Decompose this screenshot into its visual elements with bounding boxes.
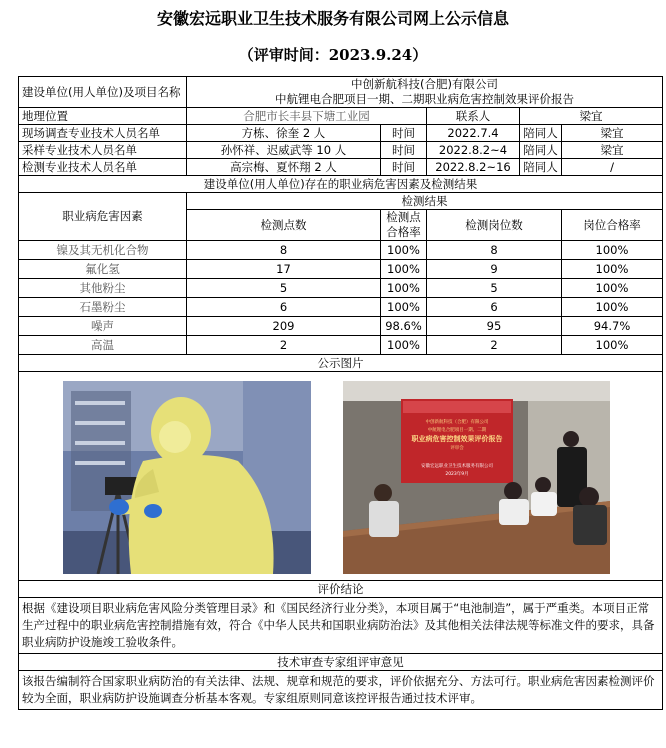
table-row [19,279,663,298]
contact-value: 梁宜 [520,108,663,125]
testing-companion-label: 陪同人 [520,159,562,176]
location-label: 地理位置 [19,108,187,125]
point-rate-value: 100% [381,260,427,279]
site-companion: 梁宜 [562,125,663,142]
point-rate-value: 100% [381,298,427,317]
screen-line2: 中航锂电合肥项目一期、二期 [427,428,487,433]
point-rate-value: 100% [381,279,427,298]
posts-value: 95 [427,317,562,336]
posts-value: 8 [427,241,562,260]
posts-value: 6 [427,298,562,317]
posts-value: 9 [427,260,562,279]
contact-label: 联系人 [427,108,520,125]
post-rate-value: 100% [562,279,663,298]
sampling-value: 孙怀祥、迟威武等 10 人 [187,142,381,159]
photos-cell [19,372,663,581]
project-name: 中航锂电合肥项目一期、二期职业病危害控制效果评价报告 [275,92,574,106]
meeting-scene [343,381,610,574]
points-value: 6 [187,298,381,317]
opinion-section-title: 技术审查专家组评审意见 [19,654,663,671]
table-row [19,336,663,355]
sampling-scene [63,381,311,574]
points-value: 8 [187,241,381,260]
unit-name: 中创新航科技(合肥)有限公司 [351,77,498,91]
sampling-photo [63,381,311,574]
col-post-rate: 岗位合格率 [562,210,663,241]
page-title: 安徽宏远职业卫生技术服务有限公司网上公示信息 [156,9,509,28]
testing-value: 高宗梅、夏怀翔 2 人 [187,159,381,176]
screen-line1: 中创新航科技（合肥）有限公司 [425,420,489,425]
point-rate-value: 100% [381,241,427,260]
points-value: 209 [187,317,381,336]
location-value: 合肥市长丰县下塘工业园 [187,108,427,125]
site-time: 2022.7.4 [427,125,520,142]
post-rate-value: 100% [562,298,663,317]
sampling-label: 采样专业技术人员名单 [19,142,187,159]
factor-name: 氟化氢 [19,260,187,279]
screen-line3: 评审会 [450,446,464,451]
site-label: 现场调查专业技术人员名单 [19,125,187,142]
sampling-companion-label: 陪同人 [520,142,562,159]
post-rate-value: 94.7% [562,317,663,336]
sampling-time-label: 时间 [381,142,427,159]
factor-name: 高温 [19,336,187,355]
col-point-rate: 检测点合格率 [381,210,427,241]
posts-value: 5 [427,279,562,298]
unit-project-cell [187,77,663,108]
screen-footer: 安徽宏远职业卫生技术服务有限公司 [421,464,493,469]
table-row [19,260,663,279]
photos-section-title: 公示图片 [19,355,663,372]
meeting-photo [343,381,610,574]
table-row [19,317,663,336]
testing-time-label: 时间 [381,159,427,176]
factor-header: 职业病危害因素 [19,193,187,241]
testing-time: 2022.8.2~16 [427,159,520,176]
table-row [19,298,663,317]
post-rate-value: 100% [562,241,663,260]
factor-name: 镍及其无机化合物 [19,241,187,260]
review-time: （评审时间：2023.9.24） [238,46,428,64]
table-row [19,241,663,260]
points-value: 5 [187,279,381,298]
sampling-time: 2022.8.2~4 [427,142,520,159]
testing-companion: / [562,159,663,176]
screen-title: 职业病危害控制效果评价报告 [411,435,503,443]
col-points: 检测点数 [187,210,381,241]
points-value: 17 [187,260,381,279]
point-rate-value: 100% [381,336,427,355]
opinion-text: 该报告编制符合国家职业病防治的有关法律、法规、规章和规范的要求，评价依据充分、方法可行。职业病危害因素检测评价较为全面，职业病防护设施调查分析基本客观。专家组原则同意该控评报告通过技术评审。 [19,671,663,710]
post-rate-value: 100% [562,336,663,355]
testing-label: 检测专业技术人员名单 [19,159,187,176]
sampling-companion: 梁宜 [562,142,663,159]
col-posts: 检测岗位数 [427,210,562,241]
posts-value: 2 [427,336,562,355]
conclusion-text: 根据《建设项目职业病危害风险分类管理目录》和《国民经济行业分类》，本项目属于“电池制造”，属于严重类。本项目正常生产过程中的职业病危害控制措施有效，符合《中华人民共和国职业病防治法》及其他相关法律法规等标准文件的要求，具备职业病防护设施竣工验收条件。 [19,598,663,654]
conclusion-section-title: 评价结论 [19,581,663,598]
factor-name: 噪声 [19,317,187,336]
screen-date: 2023年9月 [445,472,469,477]
site-value: 方栋、徐奎 2 人 [187,125,381,142]
points-value: 2 [187,336,381,355]
results-header: 检测结果 [187,193,663,210]
unit-label: 建设单位(用人单位)及项目名称 [19,77,187,108]
point-rate-value: 98.6% [381,317,427,336]
post-rate-value: 100% [562,260,663,279]
info-table [18,76,663,710]
hazards-section-title: 建设单位(用人单位)存在的职业病危害因素及检测结果 [19,176,663,193]
site-time-label: 时间 [381,125,427,142]
site-companion-label: 陪同人 [520,125,562,142]
factor-name: 石墨粉尘 [19,298,187,317]
factor-name: 其他粉尘 [19,279,187,298]
